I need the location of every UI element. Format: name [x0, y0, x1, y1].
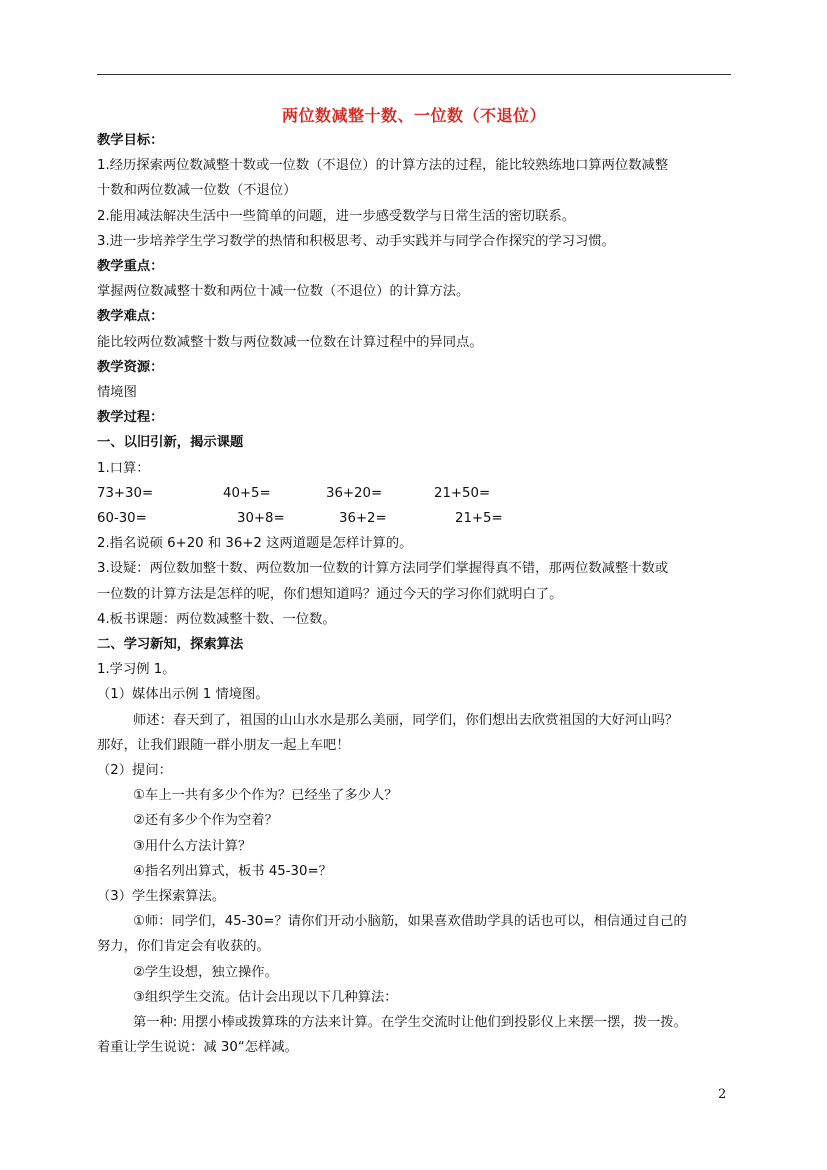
text-line: （3）学生探索算法。	[97, 889, 226, 905]
calc-item: 30+8=	[237, 511, 285, 527]
text-line: ②还有多少个作为空着？	[133, 813, 278, 829]
calc-row	[97, 506, 731, 531]
calc-row	[97, 481, 731, 506]
text-line: （1）媒体出示例 1 情境图。	[97, 687, 269, 703]
text-line: 1.学习例 1。	[97, 662, 176, 678]
text-line: 情境图	[97, 385, 137, 401]
teaching-process-block	[97, 531, 731, 1060]
section-heading: 教学过程：	[97, 410, 164, 426]
text-line: 师述：春天到了，祖国的山山水水是那么美丽，同学们，你们想出去欣赏祖国的大好河山吗？	[133, 712, 679, 728]
text-line: ①师：同学们，45-30=？请你们开动小脑筋，如果喜欢借助学具的话也可以，相信通过自己的	[133, 914, 687, 930]
mental-math-grid	[97, 481, 731, 531]
text-line: 一位数的计算方法是怎样的呢，你们想知道吗？通过今天的学习你们就明白了。	[97, 586, 563, 602]
text-line: 第一种: 用摆小棒或拨算珠的方法来计算。在学生交流时让他们到投影仪上来摆一摆，拨一拨。	[133, 1015, 687, 1031]
text-line: 1.经历探索两位数减整十数或一位数（不退位）的计算方法的过程，能比较熟练地口算两位数减整	[97, 158, 669, 174]
text-line: 2.能用减法解决生活中一些简单的问题，进一步感受数学与日常生活的密切联系。	[97, 208, 576, 224]
text-line: 着重让学生说说：减 30“怎样减。	[97, 1040, 298, 1056]
text-line: 1.口算：	[97, 460, 150, 476]
text-line: 努力，你们肯定会有收获的。	[97, 939, 270, 955]
calc-item: 21+5=	[455, 511, 503, 527]
text-line: ①车上一共有多少个作为？已经坐了多少人？	[133, 788, 398, 804]
calc-item: 36+20=	[326, 485, 383, 501]
document-title: 两位数减整十数、一位数（不退位）	[281, 106, 546, 125]
calc-item: 36+2=	[339, 511, 387, 527]
text-line: 掌握两位数减整十数和两位十减一位数（不退位）的计算方法。	[97, 284, 470, 300]
text-line: 2.指名说硕 6+20 和 36+2 这两道题是怎样计算的。	[97, 536, 413, 552]
text-line: 十数和两位数减一位数（不退位）	[97, 183, 297, 199]
section-heading: 教学难点：	[97, 309, 164, 325]
section-heading: 二、学习新知，探索算法	[97, 637, 244, 653]
section-heading: 教学重点：	[97, 259, 164, 275]
text-line: 能比较两位数减整十数与两位数减一位数在计算过程中的异同点。	[97, 334, 483, 350]
calc-item: 40+5=	[223, 485, 271, 501]
calc-item: 60-30=	[97, 511, 147, 527]
calc-item: 73+30=	[97, 485, 154, 501]
text-line: 那好，让我们跟随一群小朋友一起上车吧！	[97, 737, 350, 753]
calc-item: 21+50=	[434, 485, 491, 501]
text-line: ③组织学生交流。估计会出现以下几种算法：	[133, 989, 398, 1005]
text-line: 4.板书课题：两位数减整十数、一位数。	[97, 611, 336, 627]
lesson-objectives-block	[97, 128, 731, 481]
text-line: 3.进一步培养学生学习数学的热情和积极思考、动手实践并与同学合作探究的学习习惯。	[97, 233, 615, 249]
page-number: 2	[718, 1087, 727, 1102]
document-body	[97, 128, 731, 1060]
section-heading: 教学资源：	[97, 359, 164, 375]
text-line: （2）提问：	[97, 763, 172, 779]
section-heading: 教学目标：	[97, 133, 164, 148]
text-line: 3.设疑：两位数加整十数、两位数加一位数的计算方法同学们掌握得真不错，那两位数减整十数或	[97, 561, 669, 577]
text-line: ③用什么方法计算？	[133, 838, 252, 854]
section-heading: 一、以旧引新，揭示课题	[97, 435, 244, 451]
text-line: ②学生设想，独立操作。	[133, 964, 278, 980]
text-line: ④指名列出算式，板书 45-30=？	[133, 863, 332, 879]
header-rule	[97, 74, 731, 75]
